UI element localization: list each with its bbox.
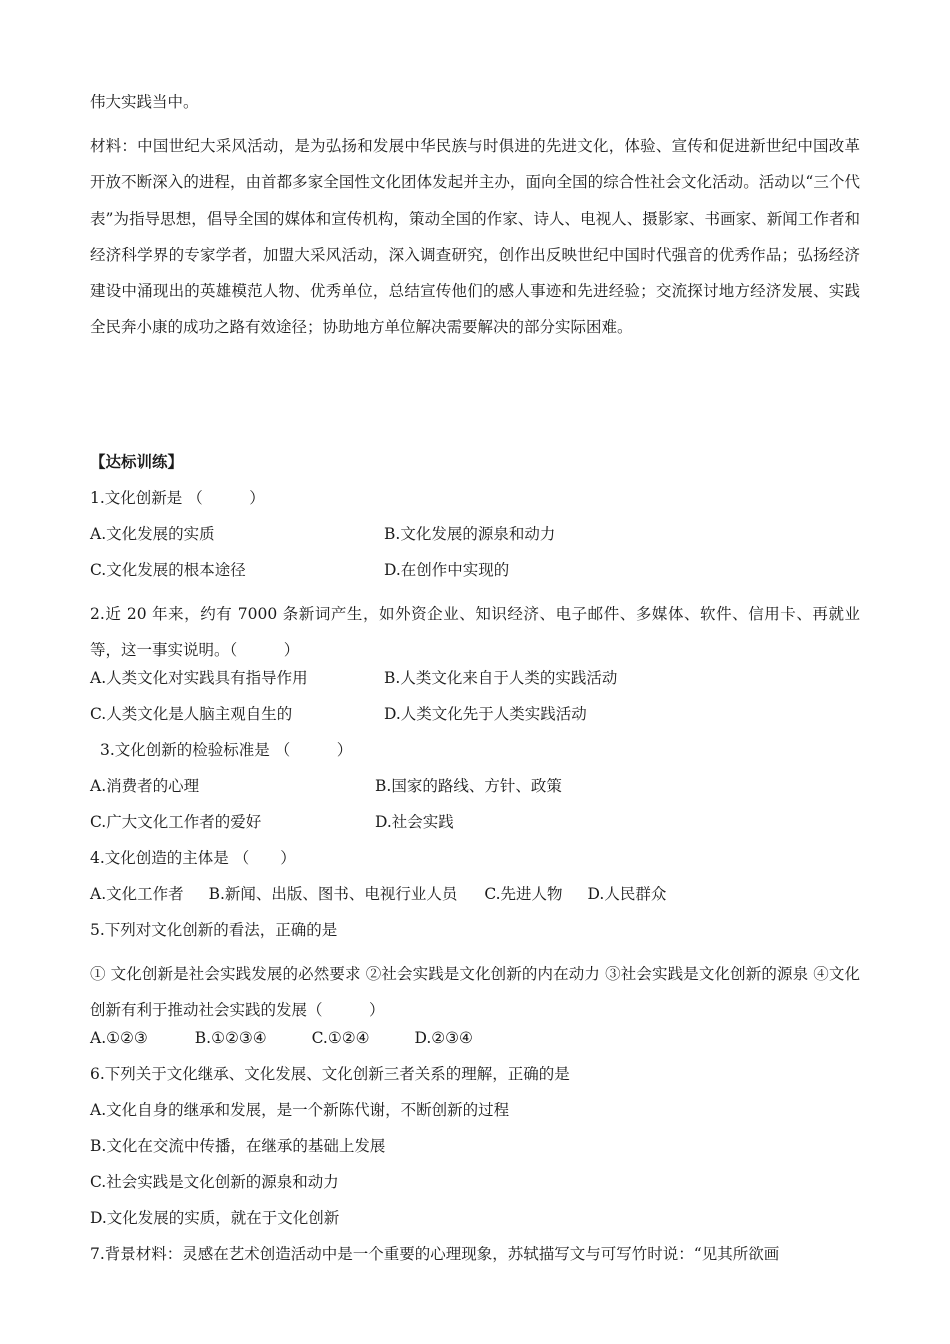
question-4-stem: 4.文化创造的主体是 （ ） <box>90 849 296 867</box>
question-4-option-c: C.先进人物 <box>484 885 563 903</box>
question-7-stem: 7.背景材料：灵感在艺术创造活动中是一个重要的心理现象，苏轼描写文与可写竹时说：“见其所欲画 <box>90 1245 780 1263</box>
question-1-option-d: D.在创作中实现的 <box>384 561 510 579</box>
question-2-option-d: D.人类文化先于人类实践活动 <box>384 705 587 723</box>
question-2-option-c: C.人类文化是人脑主观自生的 <box>90 705 293 723</box>
question-2-stem: 2.近 20 年来，约有 7000 条新词产生，如外资企业、知识经济、电子邮件、多媒体、软件、信用卡、再就业等，这一事实说明。（ ） <box>90 605 860 660</box>
question-1-option-a: A.文化发展的实质 <box>90 525 215 543</box>
question-1-stem: 1.文化创新是 （ ） <box>90 489 265 507</box>
question-3-option-d: D.社会实践 <box>375 813 454 831</box>
question-6-stem: 6.下列关于文化继承、文化发展、文化创新三者关系的理解，正确的是 <box>90 1065 570 1083</box>
material-paragraph: 材料：中国世纪大采风活动，是为弘扬和发展中华民族与时俱进的先进文化，体验、宣传和促进新世纪中国改革开放不断深入的进程，由首都多家全国性文化团体发起并主办，面向全国的综合性社会文化活动。活动以“三个代表”为指导思想，倡导全国的媒体和宣传机构，策动全国的作家、诗人、电视人、摄影家、书画家、新闻工作者和经济科学界的专家学者，加盟大采风活动，深入调查研究，创作出反映世纪中国时代强音的优秀作品；弘扬经济建设中涌现出的英雄模范人物、优秀单位，总结宣传他们的感人事迹和先进经验；交流探讨地方经济发展、实践全民奔小康的成功之路有效途径；协助地方单位解决需要解决的部分实际困难。 <box>90 137 860 337</box>
question-1-option-b: B.文化发展的源泉和动力 <box>384 525 556 543</box>
question-4-options <box>90 884 666 904</box>
question-5-option-b: B.①②③④ <box>194 1029 267 1047</box>
question-3-option-a: A.消费者的心理 <box>90 777 200 795</box>
question-1-option-c: C.文化发展的根本途径 <box>90 561 246 579</box>
question-2-option-b: B.人类文化来自于人类的实践活动 <box>384 669 618 687</box>
question-4-option-d: D.人民群众 <box>587 885 667 903</box>
question-4-option-b: B.新闻、出版、图书、电视行业人员 <box>208 885 458 903</box>
question-2-option-a: A.人类文化对实践具有指导作用 <box>90 669 308 687</box>
question-5-option-c: C.①②④ <box>311 1029 370 1047</box>
question-6-option-c: C.社会实践是文化创新的源泉和动力 <box>90 1173 339 1191</box>
intro-tail-text: 伟大实践当中。 <box>90 93 199 111</box>
question-3-stem: 3.文化创新的检验标准是 （ ） <box>100 741 353 759</box>
question-4-option-a: A.文化工作者 <box>90 885 184 903</box>
question-5-option-a: A.①②③ <box>90 1029 148 1047</box>
question-6-option-a: A.文化自身的继承和发展，是一个新陈代谢，不断创新的过程 <box>90 1101 510 1119</box>
section-title: 【达标训练】 <box>90 453 184 471</box>
question-5-statements: ① 文化创新是社会实践发展的必然要求 ②社会实践是文化创新的内在动力 ③社会实践是文化创新的源泉 ④文化创新有利于推动社会实践的发展（ ） <box>90 965 860 1020</box>
question-5-options <box>90 1028 473 1048</box>
question-6-option-b: B.文化在交流中传播，在继承的基础上发展 <box>90 1137 386 1155</box>
question-3-option-b: B.国家的路线、方针、政策 <box>375 777 562 795</box>
question-3-option-c: C.广大文化工作者的爱好 <box>90 813 262 831</box>
question-5-option-d: D.②③④ <box>414 1029 473 1047</box>
question-6-option-d: D.文化发展的实质，就在于文化创新 <box>90 1209 340 1227</box>
question-5-stem: 5.下列对文化创新的看法，正确的是 <box>90 921 338 939</box>
question-1-options-row-1 <box>90 524 215 544</box>
